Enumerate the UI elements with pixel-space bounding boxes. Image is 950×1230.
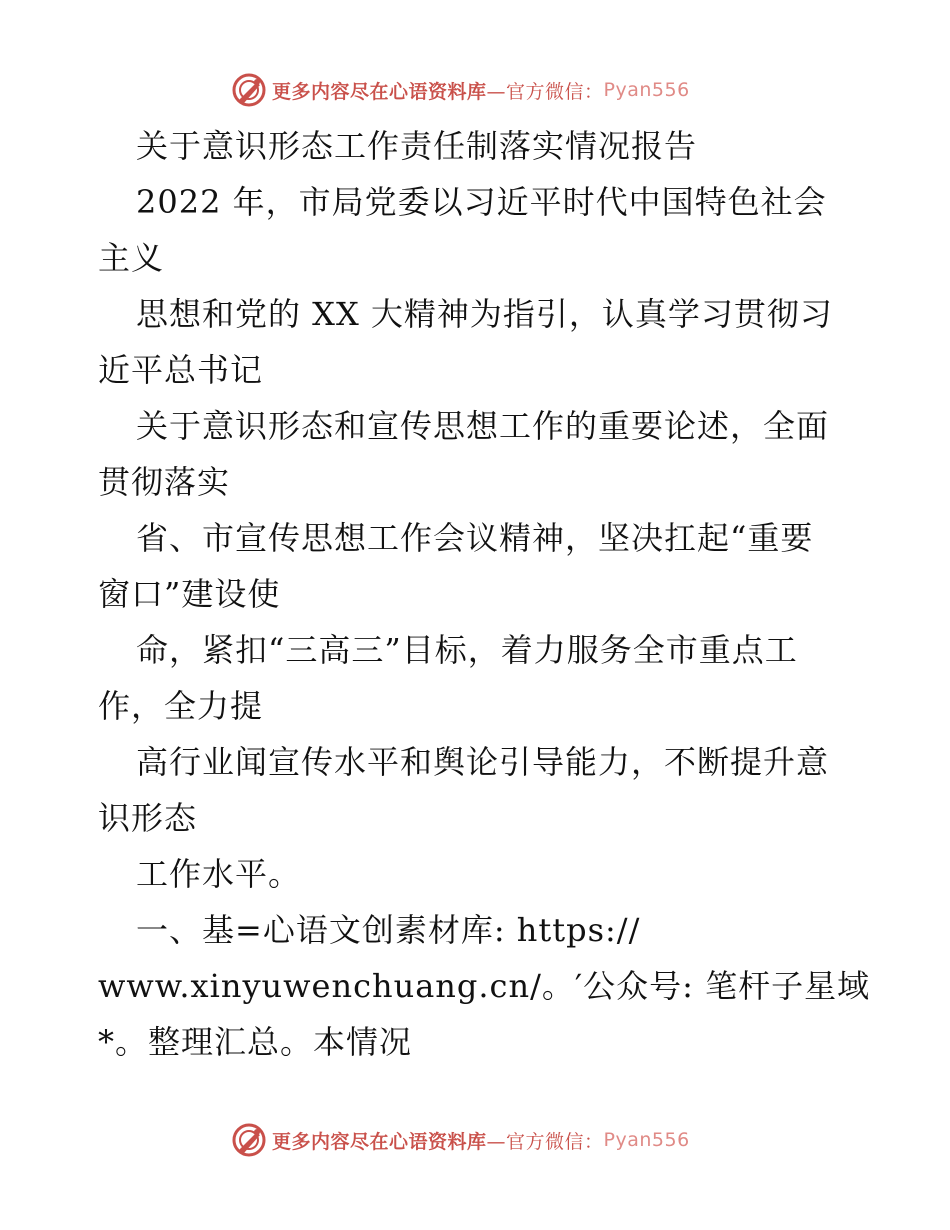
document-title: 关于意识形态工作责任制落实情况报告 [136,127,698,165]
paragraph-line: 近平总书记 [98,351,264,389]
header-banner-wechat-label: —官方微信： [486,80,604,103]
paragraph-line: 2022 年，市局党委以习近平时代中国特色社会 [136,183,827,221]
document-body [98,118,871,1070]
paragraph-line: 窗口”建设使 [98,575,281,613]
paragraph-line: 贯彻落实 [98,463,231,501]
paragraph-line: 作，全力提 [98,687,264,725]
footer-banner-wechat-label: —官方微信： [486,1130,604,1153]
footer-banner-wechat-id: Pyan556 [603,1129,690,1151]
paragraph-line: www.xinyuwenchuang.cn/。′公众号: 笔杆子星域 [98,967,871,1005]
footer-banner-text: 更多内容尽在心语资料库 [272,1130,487,1153]
paragraph-line: 省、市宣传思想工作会议精神，坚决扛起“重要 [136,519,814,557]
section-heading-line: 一、基=心语文创素材库: https:// [136,911,641,949]
paragraph-line: 关于意识形态和宣传思想工作的重要论述，全面 [136,407,830,445]
paragraph-line: 思想和党的 XX 大精神为指引，认真学习贯彻习 [136,295,833,333]
paragraph-line: 主义 [98,239,165,277]
paragraph-line: 命，紧扣“三高三”目标，着力服务全市重点工 [136,631,798,669]
header-banner-wechat-id: Pyan556 [603,79,690,101]
header-banner [232,70,752,110]
header-banner-text: 更多内容尽在心语资料库 [272,80,487,103]
paragraph-line: 高行业闻宣传水平和舆论引导能力，不断提升意 [136,743,830,781]
red-seal-logo-icon [232,1123,266,1157]
paragraph-line: *。整理汇总。本情况 [98,1023,413,1061]
paragraph-line: 识形态 [98,799,198,837]
red-seal-logo-icon [232,73,266,107]
paragraph-line: 工作水平。 [136,855,302,893]
footer-banner [232,1120,752,1160]
